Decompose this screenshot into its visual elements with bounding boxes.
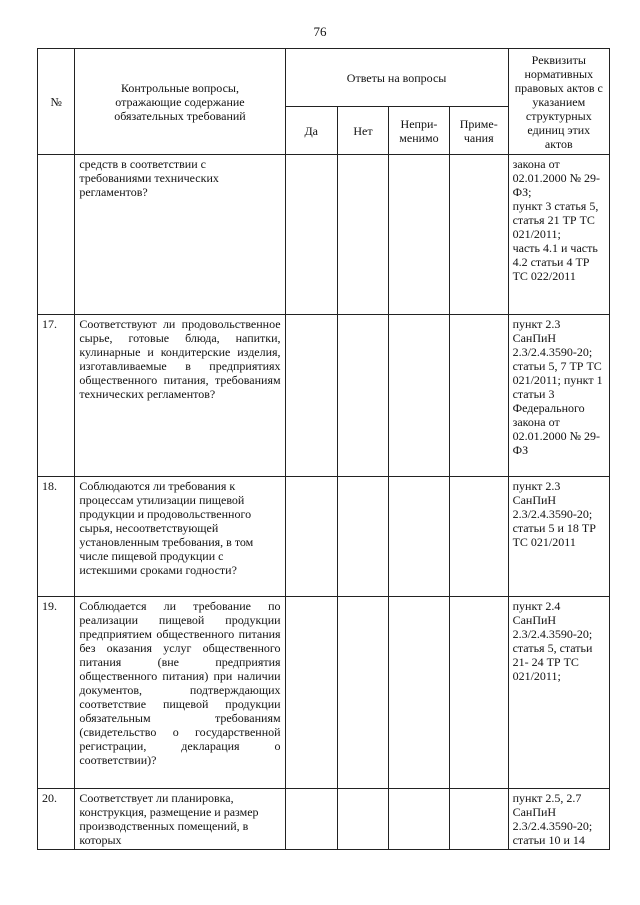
row-question: Соответствуют ли продовольственное сырье, готовые блюда, напитки, кулинарные и кондитерские изделия, изготавливаемые в предприятиях общественного питания, требованиям технических регламентов? [75,315,285,477]
row-number: 20. [38,789,75,850]
page-number: 76 [313,24,327,39]
answer-yes-cell[interactable] [285,315,337,477]
row-number: 19. [38,597,75,789]
answer-notes-cell[interactable] [449,789,508,850]
answer-yes-cell[interactable] [285,477,337,597]
header-question: Контрольные вопросы, отражающие содержание обязательных требований [75,49,285,155]
header-num: № [38,49,75,155]
table-row [38,155,610,315]
answer-no-cell[interactable] [337,789,388,850]
answer-no-cell[interactable] [337,597,388,789]
row-requisites: закона от 02.01.2000 № 29-ФЗ; пункт 3 статья 5, статья 21 ТР ТС 021/2011; часть 4.1 и часть 4.2 статьи 4 ТР ТС 022/2011 [508,155,609,315]
row-requisites: пункт 2.3 СанПиН 2.3/2.4.3590-20; статьи 5, 7 ТР ТС 021/2011; пункт 1 статьи 3 Федерального закона от 02.01.2000 № 29-ФЗ [508,315,609,477]
row-number: 17. [38,315,75,477]
header-notes: Приме- чания [449,107,508,155]
row-question: Соответствует ли планировка, конструкция, размещение и размер производственных помещений, в которых [75,789,285,850]
row-question: Соблюдается ли требование по реализации пищевой продукции предприятием общественного питания без оказания услуг общественного питания (вне предприятия общественного питания) при наличии документов, подтверждающих соответствие пищевой продукции обязательным требованиям (свидетельство о государственной регистрации, декларация о соответствии)? [75,597,285,789]
answer-notes-cell[interactable] [449,477,508,597]
header-na: Непри- менимо [389,107,450,155]
table-row [38,597,610,789]
header-yes: Да [285,107,337,155]
row-requisites: пункт 2.5, 2.7 СанПиН 2.3/2.4.3590-20; статьи 10 и 14 [508,789,609,850]
answer-na-cell[interactable] [389,315,450,477]
answer-na-cell[interactable] [389,155,450,315]
row-question: средств в соответствии с требованиями технических регламентов? [75,155,285,315]
answer-notes-cell[interactable] [449,155,508,315]
header-no: Нет [337,107,388,155]
table-row [38,789,610,850]
answer-yes-cell[interactable] [285,155,337,315]
row-number: 18. [38,477,75,597]
header-requisites: Реквизиты нормативных правовых актов с указанием структурных единиц этих актов [508,49,609,155]
table-row [38,477,610,597]
row-requisites: пункт 2.3 СанПиН 2.3/2.4.3590-20; статьи 5 и 18 ТР ТС 021/2011 [508,477,609,597]
row-question: Соблюдаются ли требования к процессам утилизации пищевой продукции и продовольственного сырья, несоответствующей установленным требования, в том числе пищевой продукции с истекшими сроками годности? [75,477,285,597]
answer-na-cell[interactable] [389,597,450,789]
answer-yes-cell[interactable] [285,597,337,789]
answer-na-cell[interactable] [389,477,450,597]
answer-no-cell[interactable] [337,155,388,315]
answer-no-cell[interactable] [337,477,388,597]
answer-no-cell[interactable] [337,315,388,477]
answer-na-cell[interactable] [389,789,450,850]
checklist-table [37,48,610,850]
answer-yes-cell[interactable] [285,789,337,850]
table-row [38,315,610,477]
answer-notes-cell[interactable] [449,597,508,789]
answer-notes-cell[interactable] [449,315,508,477]
row-number [38,155,75,315]
row-requisites: пункт 2.4 СанПиН 2.3/2.4.3590-20; статья 5, статьи 21- 24 ТР ТС 021/2011; [508,597,609,789]
header-answers: Ответы на вопросы [285,49,508,107]
